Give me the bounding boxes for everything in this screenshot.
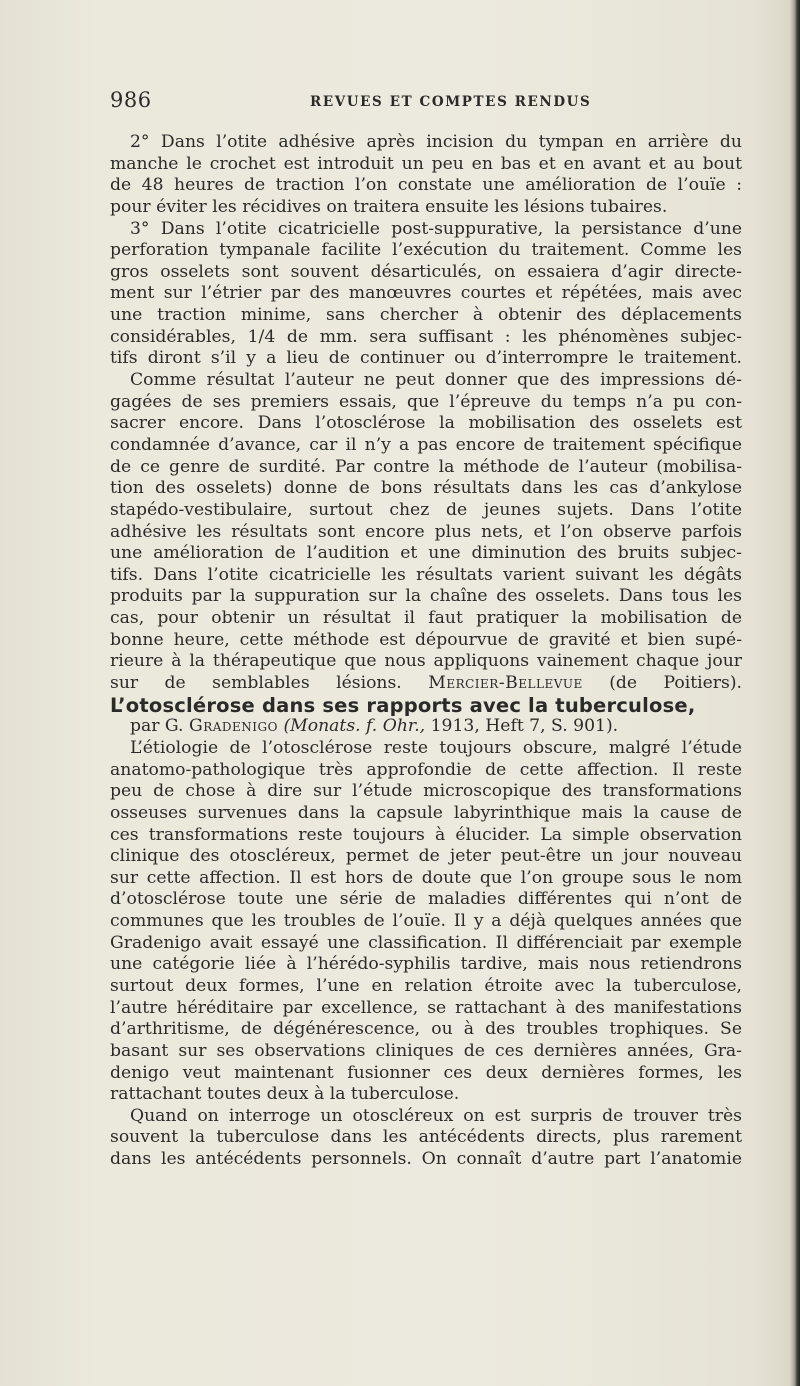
text-line: gagées de ses premiers essais, que l’épreuve du temps n’a pu con- <box>110 391 742 412</box>
text-line: rieure à la thérapeutique que nous appliquons vainement chaque jour <box>110 651 742 672</box>
citation-details: 1913, Heft 7, S. 901). <box>430 716 619 737</box>
text-line: 3° Dans l’otite cicatricielle post-suppurative, la persistance d’une <box>130 218 742 239</box>
text-line: considérables, 1/4 de mm. sera suffisant : les phénomènes subjec- <box>110 326 742 347</box>
text-line: une traction minime, sans chercher à obtenir des déplacements <box>110 305 742 326</box>
text-line: Quand on interroge un otoscléreux on est surpris de trouver très <box>130 1105 742 1126</box>
text-line: une catégorie liée à l’hérédo-syphilis tardive, mais nous retiendrons <box>110 954 742 975</box>
text-line: souvent la tuberculose dans les antécédents directs, plus rarement <box>110 1127 742 1148</box>
article-citation <box>110 716 742 738</box>
text-line: Gradenigo avait essayé une classification. Il différenciait par exemple <box>110 932 742 953</box>
text-line: pour éviter les récidives on traitera ensuite les lésions tubaires. <box>110 196 668 217</box>
text-line: communes que les troubles de l’ouïe. Il y a déjà quelques années que <box>110 911 742 932</box>
signature-line <box>110 673 742 695</box>
text-line: tion des osselets) donne de bons résultats dans les cas d’ankylose <box>110 478 742 499</box>
text-line: ment sur l’étrier par des manœuvres courtes et répétées, mais avec <box>110 283 742 304</box>
text-line: perforation tympanale facilite l’exécution du traitement. Comme les <box>110 240 742 261</box>
page-number: 986 <box>110 88 152 112</box>
text-line: sacrer encore. Dans l’otosclérose la mobilisation des osselets est <box>110 413 742 434</box>
text-line: adhésive les résultats sont encore plus nets, et l’on observe parfois <box>110 521 742 542</box>
text-line: anatomo-pathologique très approfondie de cette affection. Il reste <box>110 759 742 780</box>
citation-prefix: par G. <box>130 716 184 737</box>
page-edge-shadow <box>790 0 800 1386</box>
text-line: denigo veut maintenant fusionner ces deux dernières formes, les <box>110 1062 742 1083</box>
running-title: REVUES ET COMPTES RENDUS <box>310 94 592 110</box>
text-line: l’autre héréditaire par excellence, se rattachant à des manifestations <box>110 997 742 1018</box>
text-line: de ce genre de surdité. Par contre la méthode de l’auteur (mobilisa- <box>110 456 742 477</box>
running-head <box>110 88 742 116</box>
article-body <box>110 132 742 1171</box>
text-line: condamnée d’avance, car il n’y a pas encore de traitement spécifique <box>110 434 742 455</box>
text-line: cas, pour obtenir un résultat il faut pratiquer la mobilisation de <box>110 608 742 629</box>
text-line: basant sur ses observations cliniques de ces dernières années, Gra- <box>110 1040 742 1061</box>
reviewer-place: (de Poitiers). <box>609 673 743 694</box>
text-line: rattachant toutes deux à la tuberculose. <box>110 1084 460 1105</box>
text-line: 2° Dans l’otite adhésive après incision du tympan en arrière du <box>130 132 742 152</box>
article-heading: L’otosclérose dans ses rapports avec la tuberculose, <box>110 693 696 717</box>
text-line: tifs. Dans l’otite cicatricielle les résultats varient suivant les dégâts <box>110 564 742 585</box>
text-line: d’arthritisme, de dégénérescence, ou à des troubles trophiques. Se <box>110 1019 742 1040</box>
text-line: bonne heure, cette méthode est dépourvue de gravité et bien supé- <box>110 629 742 650</box>
text-line: une amélioration de l’audition et une diminution des bruits subjec- <box>110 543 742 564</box>
reviewer-name: Mercier-Bellevue <box>428 673 583 694</box>
text-line: produits par la suppuration sur la chaîne des osselets. Dans tous les <box>110 586 742 607</box>
text-line: clinique des otoscléreux, permet de jeter peut-être un jour nouveau <box>110 846 742 867</box>
citation-author: Gradenigo <box>188 716 278 737</box>
text-line: de 48 heures de traction l’on constate une amélioration de l’ouïe : <box>110 175 742 196</box>
text-line: Comme résultat l’auteur ne peut donner que des impressions dé- <box>130 370 742 391</box>
text-line: dans les antécédents personnels. On connaît d’autre part l’anatomie <box>110 1149 742 1170</box>
text-line: manche le crochet est introduit un peu en bas et en avant et au bout <box>110 153 742 174</box>
text-line: osseuses survenues dans la capsule labyrinthique mais la cause de <box>110 802 742 823</box>
text-line: L’étiologie de l’otosclérose reste toujours obscure, malgré l’étude <box>130 737 742 758</box>
text-line: sur de semblables lésions. <box>110 673 402 694</box>
text-line: tifs diront s’il y a lieu de continuer ou d’interrompre le traitement. <box>110 348 742 369</box>
text-line: gros osselets sont souvent désarticulés, on essaiera d’agir directe- <box>110 261 742 282</box>
citation-journal: (Monats. f. Ohr., <box>283 716 426 737</box>
text-line: sur cette affection. Il est hors de doute que l’on groupe sous le nom <box>110 867 742 888</box>
text-line: ces transformations reste toujours à élucider. La simple observation <box>110 824 742 845</box>
text-line: d’otosclérose toute une série de maladies différentes qui n’ont de <box>110 889 742 910</box>
text-line: peu de chose à dire sur l’étude microscopique des transformations <box>110 781 742 802</box>
text-line: stapédo-vestibulaire, surtout chez de jeunes sujets. Dans l’otite <box>110 499 742 520</box>
text-line: surtout deux formes, l’une en relation étroite avec la tuberculose, <box>110 975 742 996</box>
